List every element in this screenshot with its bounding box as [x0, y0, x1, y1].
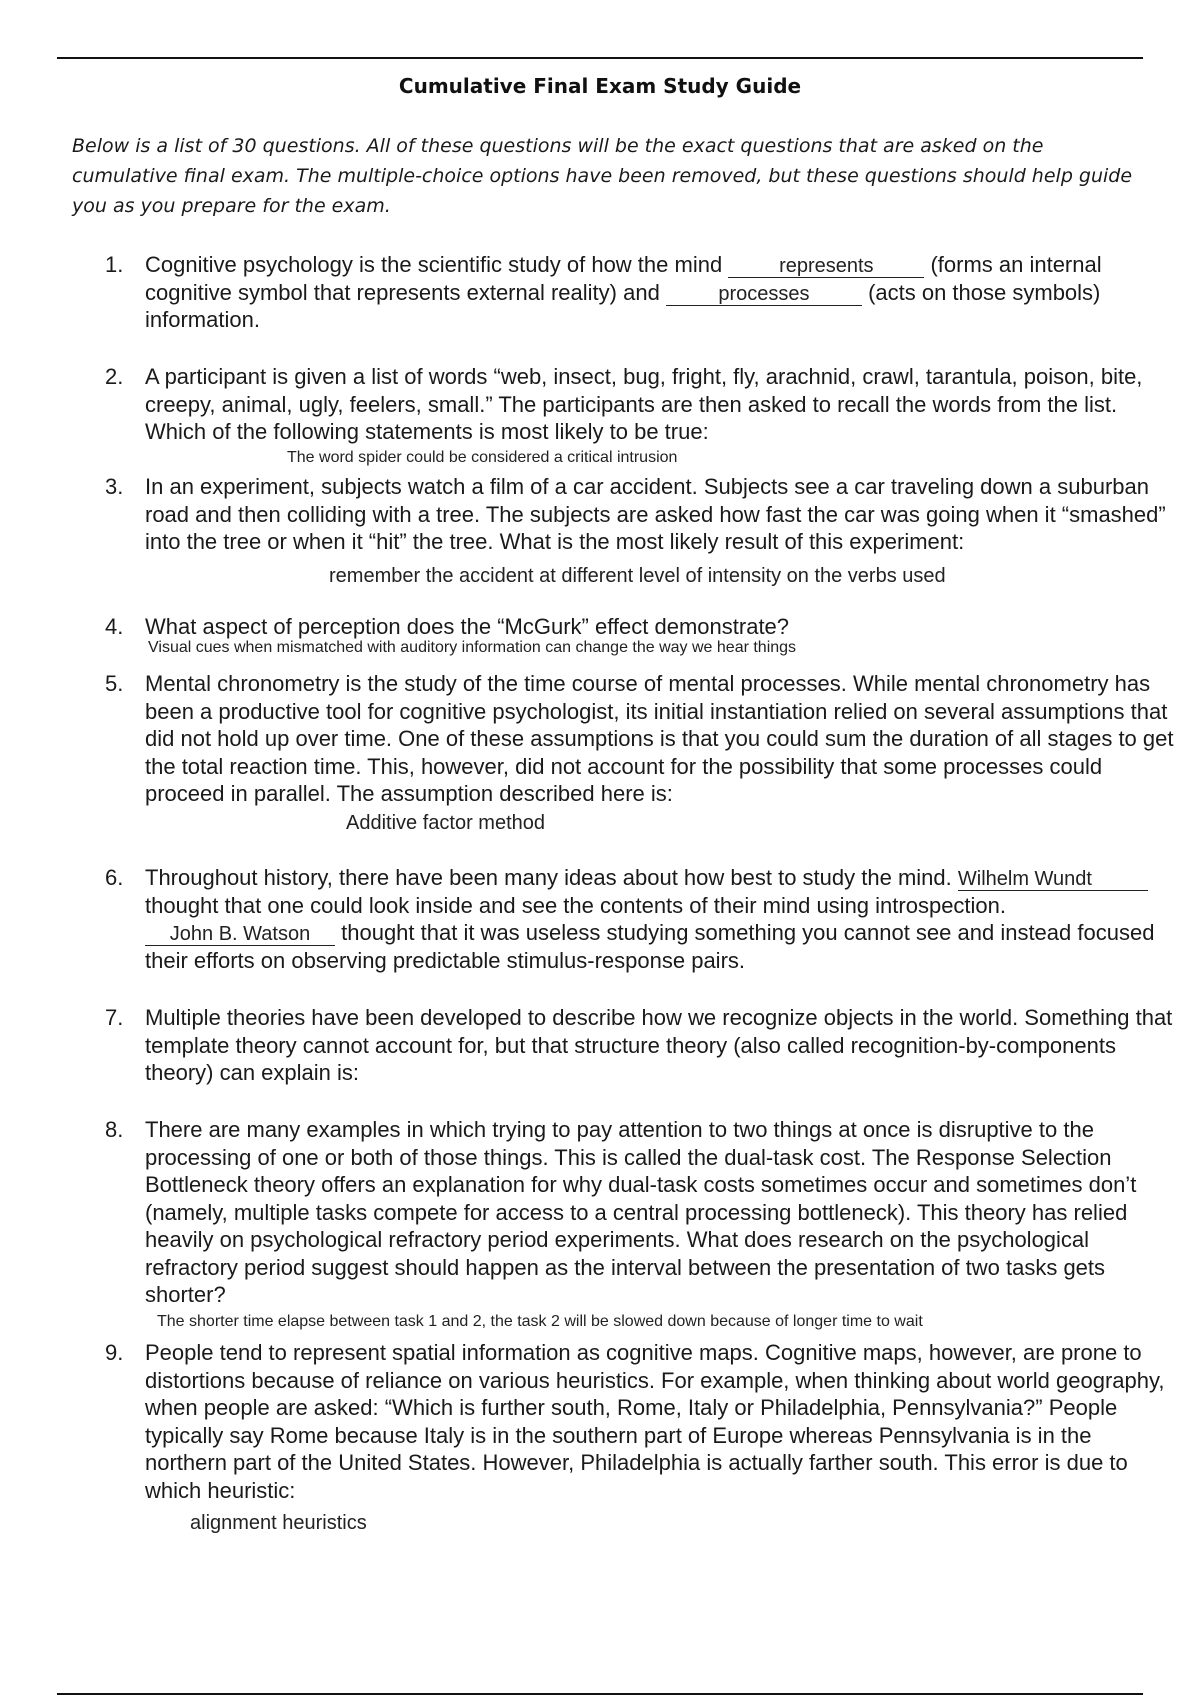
question-9 [105, 1339, 1175, 1504]
answer-blank[interactable]: Wilhelm Wundt [958, 868, 1148, 891]
question-text: Mental chronometry is the study of the time course of mental processes. While mental chronometry has been a productive tool for cognitive psychologist, its initial instantiation relied on several assumptions that did not hold up over time. One of these assumptions is that you could sum the duration of all stages to get the total reaction time. This, however, did not account for the possibility that some processes could proceed in parallel. The assumption described here is: [145, 671, 1174, 806]
question-number: 8. [105, 1117, 124, 1142]
answer-text: remember the accident at different level of intensity on the verbs used [329, 565, 946, 587]
page-title: Cumulative Final Exam Study Guide [398, 74, 802, 98]
question-1 [105, 251, 1175, 334]
question-text: Multiple theories have been developed to describe how we recognize objects in the world. Something that template theory cannot account for, but that structure theory (also called recognition-by-components theory) can explain is: [145, 1005, 1173, 1085]
question-number: 6. [105, 865, 124, 890]
answer-text: Visual cues when mismatched with auditory information can change the way we hear things [148, 639, 797, 656]
question-7 [105, 1004, 1175, 1087]
question-text: Cognitive psychology is the scientific study of how the mind [145, 252, 723, 277]
question-number: 2. [105, 364, 124, 389]
question-number: 4. [105, 614, 124, 639]
top-rule [57, 57, 1143, 59]
answer-text: alignment heuristics [190, 1512, 367, 1534]
question-number: 5. [105, 671, 124, 696]
question-text: People tend to represent spatial information as cognitive maps. Cognitive maps, however, are prone to distortions because of reliance on various heuristics. For example, when thinking about world geography, when people are asked: “Which is further south, Rome, Italy or Philadelphia, Pennsylvania?” People typically say Rome because Italy is in the southern part of Europe whereas Pennsylvania is in the northern part of the United States. However, Philadelphia is actually farther south. This error is due to which heuristic: [145, 1340, 1165, 1503]
bottom-rule [57, 1693, 1143, 1695]
question-number: 9. [105, 1340, 124, 1365]
question-number: 7. [105, 1005, 124, 1030]
intro-text: Below is a list of 30 questions. All of these questions will be the exact questions that are asked on the cumulative final exam. The multiple-choice options have been removed, but these questions should help guide you as you prepare for the exam. [72, 135, 1133, 217]
question-text: A participant is given a list of words “web, insect, bug, fright, fly, arachnid, crawl, tarantula, poison, bite, creepy, animal, ugly, feelers, small.” The participants are then asked to recall the words from the list. Which of the following statements is most likely to be true: [145, 364, 1143, 444]
question-text: In an experiment, subjects watch a film of a car accident. Subjects see a car traveling down a suburban road and then colliding with a tree. The subjects are asked how fast the car was going when it “smashed” into the tree or when it “hit” the tree. What is the most likely result of this experiment: [145, 474, 1166, 554]
question-4 [105, 613, 1175, 641]
question-text: Throughout history, there have been many ideas about how best to study the mind. [145, 865, 952, 890]
question-text: What aspect of perception does the “McGurk” effect demonstrate? [145, 614, 790, 639]
question-text: thought that one could look inside and see the contents of their mind using introspection. [145, 892, 1007, 918]
question-text: thought that it was useless studying something you cannot see and instead focused their efforts on observing predictable stimulus-response pairs. [145, 920, 1155, 973]
question-8 [105, 1116, 1175, 1309]
answer-text: The shorter time elapse between task 1 and 2, the task 2 will be slowed down because of longer time to wait [157, 1313, 923, 1330]
question-text: (forms an internal cognitive symbol that represents external reality) and [145, 252, 1102, 305]
question-6 [105, 864, 1175, 974]
question-2 [105, 363, 1175, 446]
question-text: There are many examples in which trying to pay attention to two things at once is disruptive to the processing of one or both of those things. This is called the dual-task cost. The Response Selection Bottleneck theory offers an explanation for why dual-task costs sometimes occur and sometimes don’t (namely, multiple tasks compete for access to a central processing bottleneck). This theory has relied heavily on psychological refractory period experiments. What does research on the psychological refractory period suggest should happen as the interval between the presentation of two tasks gets shorter? [145, 1117, 1137, 1307]
question-number: 1. [105, 252, 124, 277]
answer-text: Additive factor method [346, 812, 545, 834]
question-3 [105, 473, 1175, 556]
question-5 [105, 670, 1175, 808]
question-text: (acts on those symbols) information. [145, 279, 1101, 332]
answer-blank[interactable]: represents [728, 255, 924, 278]
answer-blank[interactable]: processes [666, 283, 862, 306]
question-number: 3. [105, 474, 124, 499]
answer-text: The word spider could be considered a critical intrusion [287, 449, 678, 466]
answer-blank[interactable]: John B. Watson [145, 923, 335, 946]
